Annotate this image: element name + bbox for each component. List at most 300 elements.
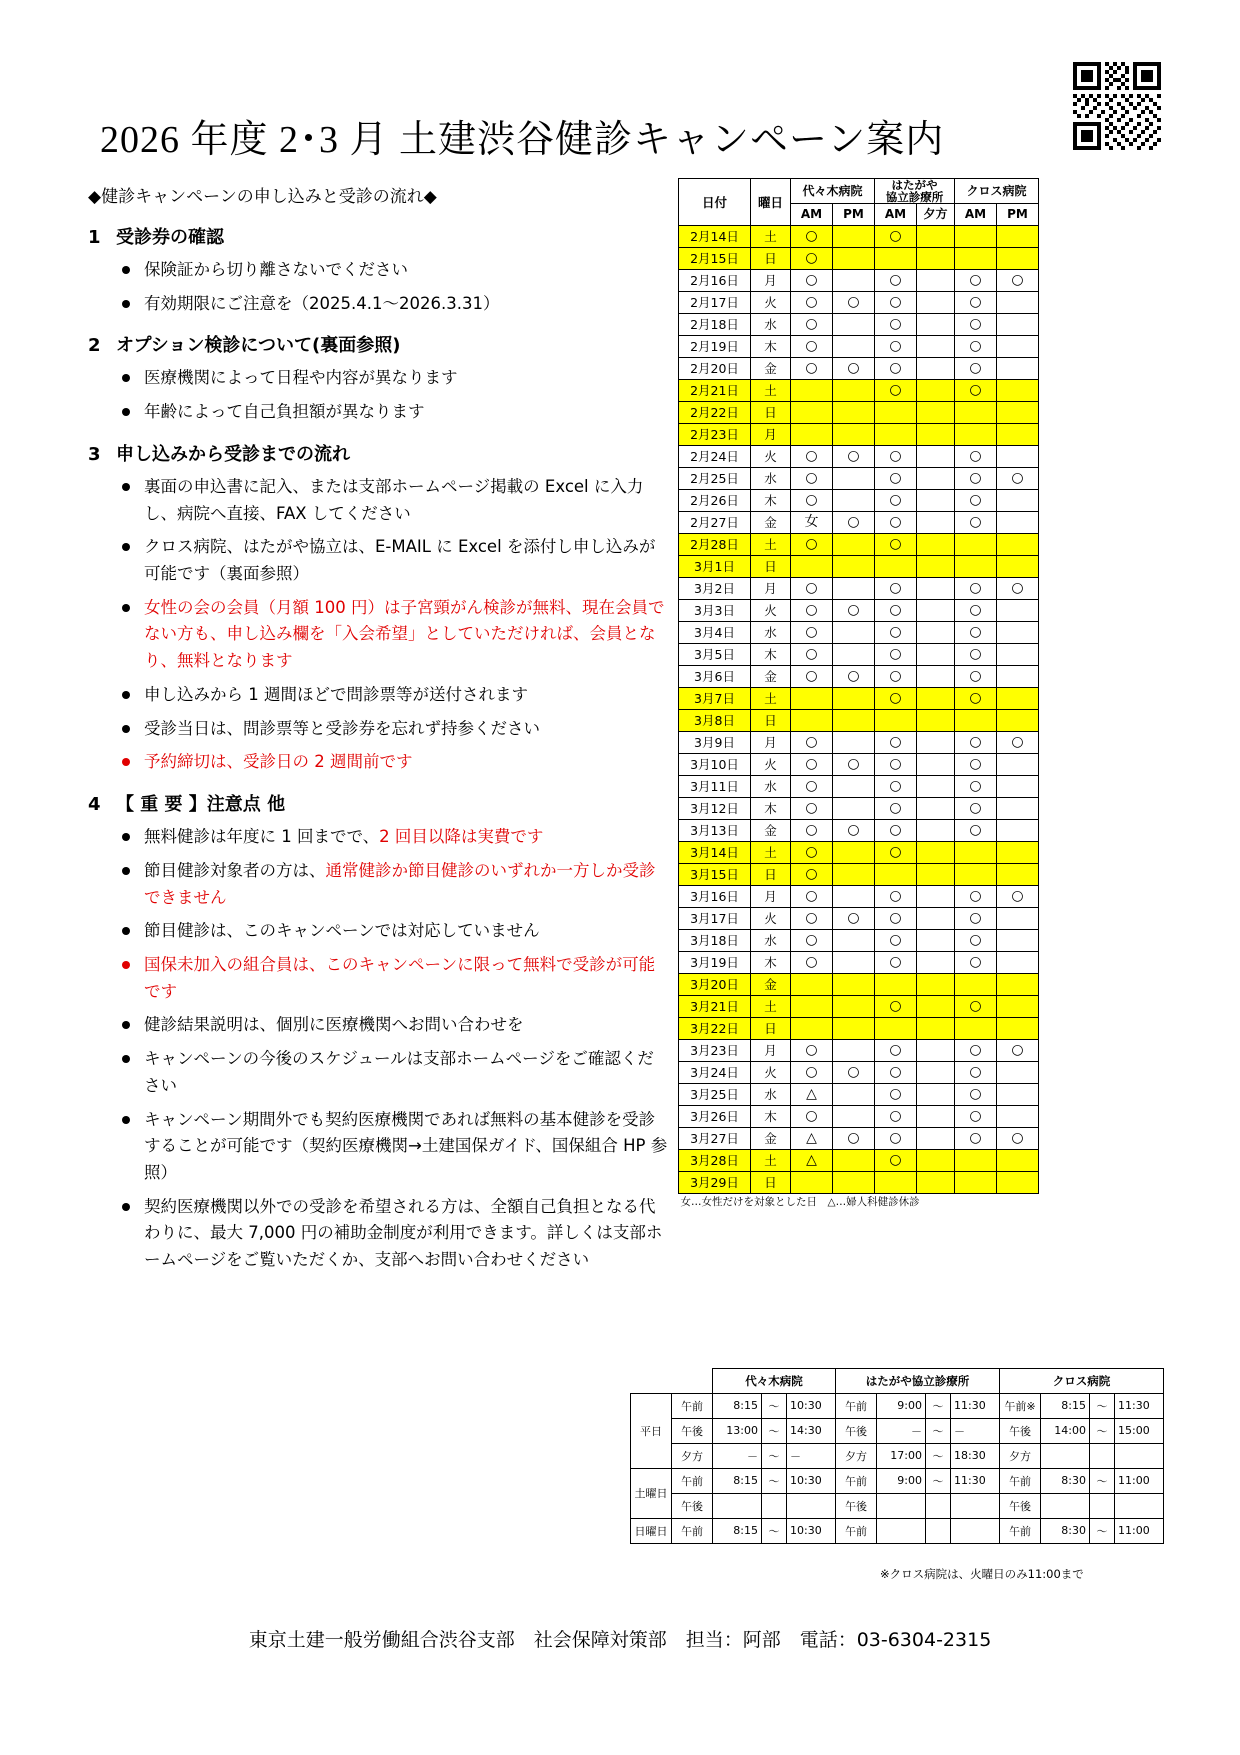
cell-dow: 日 bbox=[751, 556, 791, 578]
cell-availability bbox=[791, 974, 833, 996]
cell-availability bbox=[917, 952, 955, 974]
cell-availability bbox=[833, 578, 875, 600]
cell-availability bbox=[917, 226, 955, 248]
table-row bbox=[679, 820, 1039, 842]
cell-availability bbox=[997, 226, 1039, 248]
bullet-item bbox=[122, 952, 668, 1005]
cell-availability bbox=[917, 1084, 955, 1106]
hours-slot-label: 午前 bbox=[672, 1518, 713, 1543]
cell-availability: ○ bbox=[833, 358, 875, 380]
table-row bbox=[679, 1128, 1039, 1150]
cell-availability bbox=[833, 864, 875, 886]
cell-availability bbox=[997, 710, 1039, 732]
table-row bbox=[679, 952, 1039, 974]
table-row bbox=[679, 710, 1039, 732]
cell-availability bbox=[833, 930, 875, 952]
cell-availability: ○ bbox=[875, 336, 917, 358]
cell-availability bbox=[833, 490, 875, 512]
hours-tilde: ～ bbox=[762, 1443, 787, 1468]
table-row bbox=[679, 402, 1039, 424]
table-row bbox=[679, 534, 1039, 556]
cell-availability: ○ bbox=[791, 776, 833, 798]
cell-date: 2月26日 bbox=[679, 490, 751, 512]
cell-date: 3月21日 bbox=[679, 996, 751, 1018]
cell-availability: ○ bbox=[997, 578, 1039, 600]
table-row bbox=[679, 842, 1039, 864]
cell-availability: ○ bbox=[833, 908, 875, 930]
cell-availability bbox=[997, 1084, 1039, 1106]
cell-availability: ○ bbox=[955, 886, 997, 908]
cell-availability bbox=[997, 292, 1039, 314]
cell-availability bbox=[875, 1172, 917, 1194]
cell-availability bbox=[833, 710, 875, 732]
table-row bbox=[679, 490, 1039, 512]
cell-dow: 土 bbox=[751, 996, 791, 1018]
cell-availability bbox=[833, 1084, 875, 1106]
cell-dow: 土 bbox=[751, 534, 791, 556]
cell-availability bbox=[917, 1106, 955, 1128]
hours-body bbox=[631, 1393, 1164, 1543]
cell-availability bbox=[833, 336, 875, 358]
cell-availability: ○ bbox=[997, 732, 1039, 754]
cell-availability bbox=[917, 622, 955, 644]
table-row bbox=[679, 864, 1039, 886]
cell-availability: ○ bbox=[791, 490, 833, 512]
cell-availability: ○ bbox=[955, 578, 997, 600]
cell-availability bbox=[917, 930, 955, 952]
cell-availability bbox=[997, 490, 1039, 512]
cell-availability bbox=[917, 402, 955, 424]
cell-availability bbox=[875, 1018, 917, 1040]
table-row bbox=[679, 446, 1039, 468]
cell-dow: 土 bbox=[751, 1150, 791, 1172]
cell-dow: 日 bbox=[751, 1018, 791, 1040]
bullet-text: 有効期限にご注意を（2025.4.1～2026.3.31） bbox=[144, 293, 500, 313]
bullet-text: 国保未加入の組合員は、このキャンペーンに限って無料で受診が可能です bbox=[144, 954, 656, 1001]
hours-row bbox=[631, 1393, 1164, 1418]
cell-availability: 女 bbox=[791, 512, 833, 534]
cell-availability: ○ bbox=[875, 380, 917, 402]
cell-date: 3月15日 bbox=[679, 864, 751, 886]
hours-row bbox=[631, 1518, 1164, 1543]
section-title: オプション検診について(裏面参照) bbox=[116, 335, 401, 357]
cell-availability bbox=[997, 446, 1039, 468]
table-row bbox=[679, 996, 1039, 1018]
cell-availability bbox=[917, 1062, 955, 1084]
table-row bbox=[679, 578, 1039, 600]
cell-availability bbox=[997, 622, 1039, 644]
cell-availability bbox=[955, 1150, 997, 1172]
hours-slot-label: 午後 bbox=[672, 1418, 713, 1443]
hours-end bbox=[1115, 1443, 1164, 1468]
cell-date: 3月7日 bbox=[679, 688, 751, 710]
schedule-body bbox=[679, 226, 1039, 1194]
cell-availability bbox=[997, 1150, 1039, 1172]
cell-date: 3月16日 bbox=[679, 886, 751, 908]
cell-availability: ○ bbox=[955, 732, 997, 754]
cell-availability: ○ bbox=[833, 1062, 875, 1084]
section-heading bbox=[88, 440, 668, 466]
cell-availability bbox=[917, 270, 955, 292]
cell-availability: ○ bbox=[791, 842, 833, 864]
hours-end bbox=[787, 1493, 836, 1518]
cell-availability bbox=[997, 358, 1039, 380]
cell-dow: 土 bbox=[751, 380, 791, 402]
cell-availability bbox=[833, 1150, 875, 1172]
hours-end bbox=[951, 1518, 1000, 1543]
hours-end bbox=[951, 1493, 1000, 1518]
cell-availability bbox=[917, 1128, 955, 1150]
cell-availability: ○ bbox=[875, 1150, 917, 1172]
cell-availability bbox=[997, 314, 1039, 336]
bullet-item bbox=[122, 365, 668, 392]
cell-date: 3月26日 bbox=[679, 1106, 751, 1128]
cell-availability bbox=[997, 644, 1039, 666]
col-dow: 曜日 bbox=[751, 179, 791, 226]
cell-availability: ○ bbox=[875, 754, 917, 776]
cell-availability: ○ bbox=[955, 1040, 997, 1062]
table-row bbox=[679, 270, 1039, 292]
cell-availability: ○ bbox=[955, 270, 997, 292]
cell-availability: ○ bbox=[791, 732, 833, 754]
cell-date: 3月9日 bbox=[679, 732, 751, 754]
hours-end: 10:30 bbox=[787, 1468, 836, 1493]
cell-availability: ○ bbox=[791, 578, 833, 600]
schedule-table bbox=[678, 178, 1039, 1210]
cell-dow: 木 bbox=[751, 798, 791, 820]
cell-availability bbox=[917, 248, 955, 270]
cell-availability bbox=[917, 644, 955, 666]
hours-slot-label: 夕方 bbox=[836, 1443, 877, 1468]
bullet-item bbox=[122, 716, 668, 743]
hours-tilde: ～ bbox=[1090, 1418, 1115, 1443]
section-4 bbox=[88, 790, 668, 1274]
cell-availability bbox=[917, 358, 955, 380]
cell-availability: ○ bbox=[791, 446, 833, 468]
cell-availability bbox=[917, 732, 955, 754]
cell-availability: ○ bbox=[875, 732, 917, 754]
cell-dow: 金 bbox=[751, 666, 791, 688]
table-row bbox=[679, 776, 1039, 798]
bullet-text: 健診結果説明は、個別に医療機関へお問い合わせを bbox=[144, 1015, 524, 1035]
cell-availability: ○ bbox=[955, 930, 997, 952]
hours-tilde bbox=[926, 1493, 951, 1518]
cell-availability: ○ bbox=[875, 930, 917, 952]
bullet-item bbox=[122, 1194, 668, 1274]
cell-availability bbox=[955, 710, 997, 732]
cell-availability: ○ bbox=[833, 666, 875, 688]
cell-availability bbox=[917, 578, 955, 600]
cell-date: 3月4日 bbox=[679, 622, 751, 644]
cell-availability: ○ bbox=[791, 666, 833, 688]
cell-dow: 金 bbox=[751, 358, 791, 380]
hours-start: 14:00 bbox=[1041, 1418, 1090, 1443]
table-row bbox=[679, 666, 1039, 688]
hours-start bbox=[713, 1493, 762, 1518]
cell-availability bbox=[791, 424, 833, 446]
hours-slot-label: 午後 bbox=[836, 1493, 877, 1518]
section-title: 【 重 要 】注意点 他 bbox=[116, 794, 286, 816]
cell-availability: ○ bbox=[791, 1062, 833, 1084]
table-row bbox=[679, 1018, 1039, 1040]
cell-availability bbox=[997, 908, 1039, 930]
cell-dow: 水 bbox=[751, 468, 791, 490]
page-title: 2026 年度 2･3 月 土建渋谷健診キャンペーン案内 bbox=[100, 119, 945, 161]
section-1 bbox=[88, 223, 668, 317]
cell-availability: ○ bbox=[791, 908, 833, 930]
cell-availability bbox=[955, 534, 997, 556]
cell-availability bbox=[997, 1172, 1039, 1194]
cell-availability: ○ bbox=[791, 798, 833, 820]
cell-availability: ○ bbox=[997, 270, 1039, 292]
hours-tilde: ～ bbox=[762, 1468, 787, 1493]
hours-slot-label: 午前※ bbox=[1000, 1393, 1041, 1418]
section-bullet-list bbox=[88, 365, 668, 425]
hours-slot-label: 午後 bbox=[672, 1493, 713, 1518]
col-cross-am: AM bbox=[955, 204, 997, 226]
hours-corner-blank bbox=[631, 1369, 672, 1394]
cell-dow: 火 bbox=[751, 1062, 791, 1084]
cell-availability bbox=[833, 732, 875, 754]
cell-availability bbox=[833, 688, 875, 710]
footer-contact: 東京土建一般労働組合渋谷支部 社会保障対策部 担当：阿部 電話：03-6304-2315 bbox=[248, 1629, 992, 1651]
cell-availability: ○ bbox=[833, 512, 875, 534]
section-title: 受診券の確認 bbox=[116, 227, 224, 248]
cell-availability: ○ bbox=[791, 292, 833, 314]
hours-start bbox=[1041, 1493, 1090, 1518]
cell-availability bbox=[955, 226, 997, 248]
cell-date: 3月11日 bbox=[679, 776, 751, 798]
hours-start: 8:15 bbox=[713, 1393, 762, 1418]
cell-availability: ○ bbox=[955, 644, 997, 666]
cell-date: 3月23日 bbox=[679, 1040, 751, 1062]
cell-availability bbox=[833, 996, 875, 1018]
cell-availability: ○ bbox=[955, 292, 997, 314]
cell-availability bbox=[997, 424, 1039, 446]
hours-end: 11:30 bbox=[951, 1393, 1000, 1418]
cell-availability: ○ bbox=[955, 908, 997, 930]
bullet-text-part: 通常健診か節目健診のいずれか一方しか受診できません bbox=[144, 860, 656, 907]
cell-availability: ○ bbox=[875, 314, 917, 336]
cell-availability bbox=[833, 226, 875, 248]
cell-availability: ○ bbox=[955, 490, 997, 512]
hours-end: － bbox=[951, 1418, 1000, 1443]
cell-date: 3月14日 bbox=[679, 842, 751, 864]
cell-availability bbox=[833, 314, 875, 336]
hours-tilde: ～ bbox=[926, 1393, 951, 1418]
bullet-text-part: 無料健診は年度に 1 回までで、 bbox=[144, 827, 380, 847]
table-row bbox=[679, 380, 1039, 402]
cell-availability: ○ bbox=[955, 446, 997, 468]
cell-availability bbox=[833, 974, 875, 996]
bullet-item bbox=[122, 291, 668, 318]
schedule-note: 女…女性だけを対象とした日 △…婦人科健診休診 bbox=[680, 1196, 920, 1209]
table-row bbox=[679, 886, 1039, 908]
cell-availability: ○ bbox=[875, 1084, 917, 1106]
cell-date: 3月18日 bbox=[679, 930, 751, 952]
col-hatagaya-am: AM bbox=[875, 204, 917, 226]
cell-availability bbox=[917, 380, 955, 402]
hours-slot-label: 午前 bbox=[1000, 1518, 1041, 1543]
cell-dow: 日 bbox=[751, 1172, 791, 1194]
cell-availability bbox=[917, 820, 955, 842]
cell-availability: ○ bbox=[791, 1106, 833, 1128]
cell-availability bbox=[997, 402, 1039, 424]
hours-table bbox=[630, 1368, 1164, 1544]
hours-start bbox=[877, 1518, 926, 1543]
cell-dow: 月 bbox=[751, 270, 791, 292]
hours-start: 8:15 bbox=[713, 1468, 762, 1493]
cell-availability: ○ bbox=[875, 226, 917, 248]
cell-availability: ○ bbox=[875, 1106, 917, 1128]
cell-availability bbox=[875, 710, 917, 732]
cell-date: 3月3日 bbox=[679, 600, 751, 622]
cell-availability bbox=[955, 842, 997, 864]
bullet-text: 裏面の申込書に記入、または支部ホームページ掲載の Excel に入力し、病院へ直接、FAX してください bbox=[144, 476, 644, 523]
bullet-item bbox=[122, 595, 668, 675]
hours-start: 9:00 bbox=[877, 1468, 926, 1493]
cell-date: 2月18日 bbox=[679, 314, 751, 336]
cell-availability: ○ bbox=[791, 314, 833, 336]
cell-availability: ○ bbox=[997, 886, 1039, 908]
cell-availability: ○ bbox=[791, 534, 833, 556]
cell-availability bbox=[833, 468, 875, 490]
cell-availability: ○ bbox=[875, 490, 917, 512]
bullet-item bbox=[122, 474, 668, 527]
cell-availability bbox=[917, 1150, 955, 1172]
hours-corner-blank2 bbox=[672, 1369, 713, 1394]
cell-availability: ○ bbox=[833, 600, 875, 622]
hours-start: 8:15 bbox=[713, 1518, 762, 1543]
hours-tilde bbox=[1090, 1493, 1115, 1518]
cell-availability: △ bbox=[791, 1150, 833, 1172]
cell-availability bbox=[997, 380, 1039, 402]
table-row bbox=[679, 226, 1039, 248]
cell-availability: ○ bbox=[955, 1084, 997, 1106]
table-row bbox=[679, 336, 1039, 358]
schedule-header bbox=[679, 179, 1039, 226]
col-date: 日付 bbox=[679, 179, 751, 226]
hours-start: 9:00 bbox=[877, 1393, 926, 1418]
hours-end: 15:00 bbox=[1115, 1418, 1164, 1443]
cell-availability bbox=[791, 1018, 833, 1040]
cell-availability: ○ bbox=[791, 468, 833, 490]
cell-availability: ○ bbox=[875, 666, 917, 688]
cell-availability: ○ bbox=[875, 996, 917, 1018]
cell-date: 3月5日 bbox=[679, 644, 751, 666]
hours-tilde: ～ bbox=[926, 1468, 951, 1493]
cell-dow: 金 bbox=[751, 974, 791, 996]
cell-date: 3月28日 bbox=[679, 1150, 751, 1172]
hours-header bbox=[631, 1369, 1164, 1394]
cell-date: 2月16日 bbox=[679, 270, 751, 292]
cell-availability: ○ bbox=[875, 292, 917, 314]
cell-dow: 日 bbox=[751, 402, 791, 424]
cell-dow: 土 bbox=[751, 688, 791, 710]
cell-dow: 日 bbox=[751, 864, 791, 886]
cell-availability: ○ bbox=[997, 1040, 1039, 1062]
section-3 bbox=[88, 440, 668, 776]
cell-availability bbox=[875, 402, 917, 424]
cell-availability bbox=[917, 1018, 955, 1040]
cell-availability: ○ bbox=[955, 1128, 997, 1150]
cell-availability bbox=[917, 776, 955, 798]
cell-date: 3月19日 bbox=[679, 952, 751, 974]
cell-availability bbox=[917, 446, 955, 468]
hours-daygroup-label: 平日 bbox=[631, 1393, 672, 1468]
cell-availability: ○ bbox=[875, 798, 917, 820]
cell-dow: 火 bbox=[751, 908, 791, 930]
section-bullet-list bbox=[88, 824, 668, 1274]
bullet-item bbox=[122, 918, 668, 945]
cell-date: 3月8日 bbox=[679, 710, 751, 732]
cell-dow: 金 bbox=[751, 512, 791, 534]
cell-date: 3月13日 bbox=[679, 820, 751, 842]
cell-availability bbox=[833, 1040, 875, 1062]
bullet-text: 予約締切は、受診日の 2 週間前です bbox=[144, 752, 413, 772]
cell-dow: 木 bbox=[751, 490, 791, 512]
hours-end bbox=[1115, 1493, 1164, 1518]
cell-availability bbox=[997, 1106, 1039, 1128]
cell-availability bbox=[917, 996, 955, 1018]
hours-daygroup-label: 日曜日 bbox=[631, 1518, 672, 1543]
cell-availability bbox=[917, 314, 955, 336]
lead-text: ◆健診キャンペーンの申し込みと受診の流れ◆ bbox=[88, 187, 437, 207]
col-yoyogi-pm: PM bbox=[833, 204, 875, 226]
hours-hospital-cross: クロス病院 bbox=[1000, 1369, 1164, 1394]
cell-availability bbox=[997, 688, 1039, 710]
cell-date: 2月22日 bbox=[679, 402, 751, 424]
cell-availability: ○ bbox=[875, 270, 917, 292]
cell-availability bbox=[917, 798, 955, 820]
cell-availability bbox=[833, 534, 875, 556]
section-bullet-list bbox=[88, 257, 668, 317]
cell-date: 2月27日 bbox=[679, 512, 751, 534]
bullet-text: キャンペーン期間外でも契約医療機関であれば無料の基本健診を受診することが可能です（契約医療機関→土建国保ガイド、国保組合 HP 参照） bbox=[144, 1109, 668, 1182]
cell-availability: ○ bbox=[791, 622, 833, 644]
hours-tilde bbox=[926, 1518, 951, 1543]
hours-row bbox=[631, 1418, 1164, 1443]
cell-availability: ○ bbox=[955, 820, 997, 842]
bullet-text-part: 節目健診対象者の方は、 bbox=[144, 860, 326, 880]
cell-availability: ○ bbox=[875, 842, 917, 864]
section-bullet-list bbox=[88, 474, 668, 776]
hours-hospital-yoyogi: 代々木病院 bbox=[713, 1369, 836, 1394]
cell-date: 3月20日 bbox=[679, 974, 751, 996]
cell-dow: 月 bbox=[751, 578, 791, 600]
section-number: 3 bbox=[88, 443, 101, 465]
cell-date: 2月25日 bbox=[679, 468, 751, 490]
table-row bbox=[679, 468, 1039, 490]
cell-date: 3月25日 bbox=[679, 1084, 751, 1106]
cell-availability bbox=[997, 842, 1039, 864]
cell-availability bbox=[917, 908, 955, 930]
cell-availability: ○ bbox=[955, 996, 997, 1018]
cell-availability bbox=[997, 798, 1039, 820]
cell-availability: ○ bbox=[875, 644, 917, 666]
cell-availability bbox=[917, 292, 955, 314]
hours-end: 10:30 bbox=[787, 1518, 836, 1543]
cell-availability: ○ bbox=[875, 512, 917, 534]
cell-availability: ○ bbox=[955, 1062, 997, 1084]
cell-availability bbox=[917, 468, 955, 490]
cell-availability bbox=[955, 248, 997, 270]
hours-hospital-hatagaya: はたがや協立診療所 bbox=[836, 1369, 1000, 1394]
table-row bbox=[679, 556, 1039, 578]
cell-dow: 月 bbox=[751, 732, 791, 754]
table-row bbox=[679, 930, 1039, 952]
bullet-item bbox=[122, 858, 668, 911]
